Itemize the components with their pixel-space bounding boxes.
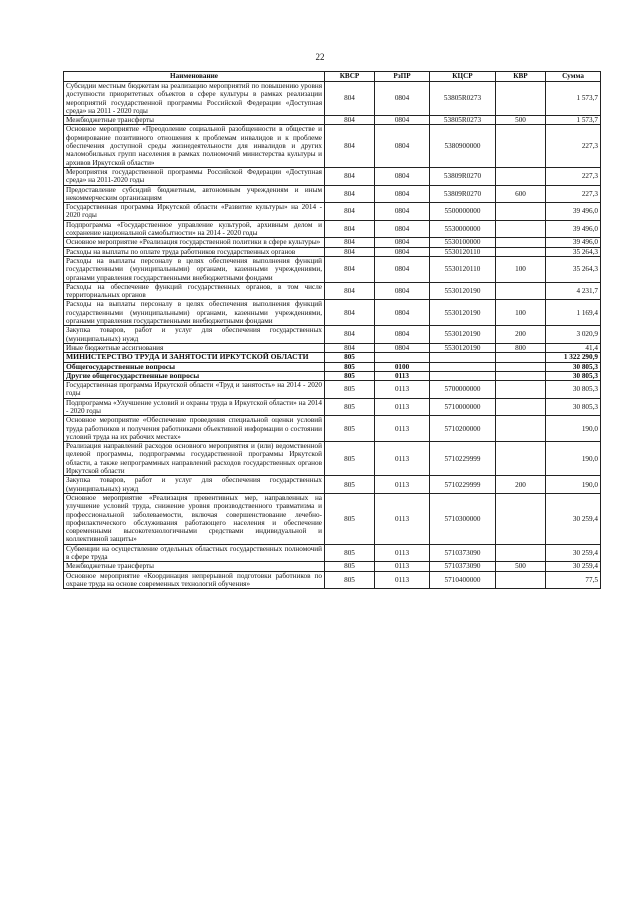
row-kvsr-cell: 804: [325, 116, 375, 125]
row-name-cell: Межбюджетные трансферты: [64, 116, 325, 125]
row-sum-cell: 4 231,7: [546, 282, 601, 300]
row-rzpr-cell: 0804: [375, 238, 430, 247]
row-kvsr-cell: 805: [325, 398, 375, 416]
row-kvsr-cell: 804: [325, 220, 375, 238]
row-name-cell: Основное мероприятие «Реализация государственной политики в сфере культуры»: [64, 238, 325, 247]
row-kcsr-cell: 5710400000: [430, 571, 496, 589]
row-sum-cell: 39 496,0: [546, 238, 601, 247]
row-kvr-cell: 500: [496, 116, 546, 125]
row-sum-cell: 1 169,4: [546, 300, 601, 326]
row-name-cell: МИНИСТЕРСТВО ТРУДА И ЗАНЯТОСТИ ИРКУТСКОЙ ОБЛАСТИ: [64, 353, 325, 362]
row-kvsr-cell: 804: [325, 282, 375, 300]
table-row: [64, 544, 601, 562]
header-rzpr: РзПР: [375, 72, 430, 82]
row-sum-cell: 227,3: [546, 185, 601, 203]
row-kcsr-cell: 5530120190: [430, 282, 496, 300]
table-row: [64, 493, 601, 544]
row-name-cell: Расходы на обеспечение функций государственных органов, в том числе территориальных органов: [64, 282, 325, 300]
table-row: [64, 571, 601, 589]
table-row: [64, 185, 601, 203]
row-kvsr-cell: 804: [325, 343, 375, 352]
row-kvr-cell: 800: [496, 343, 546, 352]
table-row: [64, 476, 601, 494]
table-row: [64, 256, 601, 282]
row-kvsr-cell: 804: [325, 256, 375, 282]
table-row: [64, 238, 601, 247]
row-sum-cell: 39 496,0: [546, 220, 601, 238]
row-sum-cell: 35 264,3: [546, 247, 601, 256]
row-kvr-cell: [496, 544, 546, 562]
row-kcsr-cell: 53805R0273: [430, 116, 496, 125]
row-kvr-cell: [496, 371, 546, 380]
row-kvr-cell: [496, 247, 546, 256]
table-row: [64, 562, 601, 571]
row-name-cell: Подпрограмма «Улучшение условий и охраны труда в Иркутской области» на 2014 - 2020 годы: [64, 398, 325, 416]
row-rzpr-cell: 0804: [375, 185, 430, 203]
row-rzpr-cell: 0804: [375, 282, 430, 300]
row-rzpr-cell: 0113: [375, 371, 430, 380]
table-row: [64, 381, 601, 399]
row-rzpr-cell: [375, 353, 430, 362]
row-kcsr-cell: 5530120110: [430, 256, 496, 282]
row-kcsr-cell: 5710229999: [430, 442, 496, 476]
row-rzpr-cell: 0804: [375, 167, 430, 185]
row-rzpr-cell: 0804: [375, 256, 430, 282]
row-sum-cell: 41,4: [546, 343, 601, 352]
table-row: [64, 416, 601, 442]
row-kvsr-cell: 804: [325, 238, 375, 247]
row-kvr-cell: 200: [496, 326, 546, 344]
table-row: [64, 220, 601, 238]
row-kcsr-cell: 5710373090: [430, 562, 496, 571]
row-sum-cell: 1 573,7: [546, 116, 601, 125]
row-sum-cell: 30 805,3: [546, 371, 601, 380]
row-kvsr-cell: 805: [325, 476, 375, 494]
row-kvsr-cell: 804: [325, 82, 375, 116]
row-sum-cell: 30 805,3: [546, 398, 601, 416]
row-kcsr-cell: 5710229999: [430, 476, 496, 494]
row-kvr-cell: [496, 238, 546, 247]
row-kcsr-cell: [430, 371, 496, 380]
row-rzpr-cell: 0113: [375, 544, 430, 562]
row-rzpr-cell: 0804: [375, 220, 430, 238]
table-header-row: [64, 72, 601, 82]
row-name-cell: Основное мероприятие «Обеспечение проведения специальной оценки условий труда работников и получения работниками объективной информации о состоянии условий труда на их рабочих местах»: [64, 416, 325, 442]
table-row: [64, 353, 601, 362]
table-row: [64, 82, 601, 116]
table-row: [64, 442, 601, 476]
row-kcsr-cell: 5530120190: [430, 326, 496, 344]
row-rzpr-cell: 0804: [375, 300, 430, 326]
table-row: [64, 116, 601, 125]
row-kvr-cell: [496, 493, 546, 544]
row-sum-cell: 1 573,7: [546, 82, 601, 116]
row-kvsr-cell: 805: [325, 571, 375, 589]
row-rzpr-cell: 0113: [375, 493, 430, 544]
row-sum-cell: 190,0: [546, 442, 601, 476]
row-kvsr-cell: 805: [325, 544, 375, 562]
row-name-cell: Реализация направлений расходов основного мероприятия и (или) ведомственной целевой программы, подпрограммы государственной программы Иркутской области, а также непрограммных направлений расходов государственных органов Иркутской области: [64, 442, 325, 476]
row-name-cell: Расходы на выплаты по оплате труда работников государственных органов: [64, 247, 325, 256]
header-kvsr: КВСР: [325, 72, 375, 82]
row-name-cell: Общегосударственные вопросы: [64, 362, 325, 371]
budget-table: [63, 71, 601, 589]
row-kvr-cell: 500: [496, 562, 546, 571]
table-row: [64, 300, 601, 326]
row-rzpr-cell: 0804: [375, 343, 430, 352]
row-name-cell: Субвенции на осуществление отдельных областных государственных полномочий в сфере труда: [64, 544, 325, 562]
row-name-cell: Государственная программа Иркутской области «Труд и занятость» на 2014 - 2020 годы: [64, 381, 325, 399]
row-kvsr-cell: 804: [325, 185, 375, 203]
row-kcsr-cell: 5530120190: [430, 343, 496, 352]
row-kcsr-cell: 5380900000: [430, 125, 496, 167]
header-name: Наименование: [64, 72, 325, 82]
table-row: [64, 326, 601, 344]
row-name-cell: Иные бюджетные ассигнования: [64, 343, 325, 352]
row-kcsr-cell: 5710000000: [430, 398, 496, 416]
row-name-cell: Предоставление субсидий бюджетным, автономным учреждениям и иным некоммерческим организациям: [64, 185, 325, 203]
row-name-cell: Субсидии местным бюджетам на реализацию мероприятий по повышению уровня доступности приоритетных объектов в сфере культуры в рамках реализации мероприятий государственной программы Российской Федерации «Доступная среда» на 2011 - 2020 годы: [64, 82, 325, 116]
row-kvsr-cell: 804: [325, 300, 375, 326]
row-rzpr-cell: 0804: [375, 116, 430, 125]
row-kcsr-cell: [430, 353, 496, 362]
table-row: [64, 203, 601, 221]
table-row: [64, 167, 601, 185]
row-kcsr-cell: 5530120110: [430, 247, 496, 256]
row-kvsr-cell: 804: [325, 125, 375, 167]
row-kvsr-cell: 805: [325, 442, 375, 476]
row-sum-cell: 227,3: [546, 167, 601, 185]
row-rzpr-cell: 0100: [375, 362, 430, 371]
row-name-cell: Закупка товаров, работ и услуг для обеспечения государственных (муниципальных) нужд: [64, 476, 325, 494]
table-body: [64, 82, 601, 589]
row-sum-cell: 227,3: [546, 125, 601, 167]
row-kcsr-cell: 53805R0273: [430, 82, 496, 116]
row-kvr-cell: [496, 381, 546, 399]
row-kvr-cell: [496, 82, 546, 116]
row-kvsr-cell: 805: [325, 362, 375, 371]
row-rzpr-cell: 0804: [375, 203, 430, 221]
row-kvsr-cell: 804: [325, 167, 375, 185]
header-sum: Сумма: [546, 72, 601, 82]
row-sum-cell: 1 322 290,9: [546, 353, 601, 362]
row-sum-cell: 30 259,4: [546, 493, 601, 544]
row-kvr-cell: 100: [496, 256, 546, 282]
table-row: [64, 371, 601, 380]
row-rzpr-cell: 0113: [375, 562, 430, 571]
row-kvsr-cell: 805: [325, 493, 375, 544]
row-kvsr-cell: 805: [325, 381, 375, 399]
row-kvr-cell: [496, 220, 546, 238]
row-sum-cell: 30 259,4: [546, 544, 601, 562]
row-kvr-cell: [496, 203, 546, 221]
row-kcsr-cell: 5710200000: [430, 416, 496, 442]
row-sum-cell: 30 259,4: [546, 562, 601, 571]
row-name-cell: Основное мероприятие «Реализация превентивных мер, направленных на улучшение условий труда, снижение уровня производственного травматизма и профессиональной заболеваемости, включая совершенствование лечебно-профилактического обслуживания работающего населения и обеспечение современными высокотехнологичными средствами индивидуальной и коллективной защиты»: [64, 493, 325, 544]
row-kvr-cell: [496, 362, 546, 371]
row-kcsr-cell: 5530120190: [430, 300, 496, 326]
row-name-cell: Мероприятия государственной программы Российской Федерации «Доступная среда» на 2011-2020 годы: [64, 167, 325, 185]
table-row: [64, 282, 601, 300]
row-kvr-cell: 100: [496, 300, 546, 326]
row-kvr-cell: 200: [496, 476, 546, 494]
row-kcsr-cell: 53809R0270: [430, 167, 496, 185]
row-sum-cell: 35 264,3: [546, 256, 601, 282]
row-kcsr-cell: 5710300000: [430, 493, 496, 544]
row-kcsr-cell: 5700000000: [430, 381, 496, 399]
row-kvsr-cell: 804: [325, 203, 375, 221]
row-rzpr-cell: 0113: [375, 476, 430, 494]
row-sum-cell: 190,0: [546, 476, 601, 494]
row-kcsr-cell: 5530000000: [430, 220, 496, 238]
row-name-cell: Подпрограмма «Государственное управление культурой, архивным делом и сохранение национальной самобытности» на 2014 - 2020 годы: [64, 220, 325, 238]
row-kvsr-cell: 804: [325, 247, 375, 256]
row-name-cell: Межбюджетные трансферты: [64, 562, 325, 571]
row-sum-cell: 77,5: [546, 571, 601, 589]
row-name-cell: Расходы на выплаты персоналу в целях обеспечения выполнения функций государственными (муниципальными) органами, казенными учреждениями, органами управления государственными внебюджетными фондами: [64, 256, 325, 282]
row-kvr-cell: [496, 282, 546, 300]
row-sum-cell: 3 020,9: [546, 326, 601, 344]
row-name-cell: Основное мероприятие «Преодоление социальной разобщенности в обществе и формирование позитивного отношения к проблемам инвалидов и к проблеме обеспечения доступной среды жизнедеятельности для инвалидов и других маломобильных групп населения в рамках полномочий министерства культуры и архивов Иркутской области»: [64, 125, 325, 167]
row-sum-cell: 30 805,3: [546, 381, 601, 399]
row-kvr-cell: [496, 442, 546, 476]
row-rzpr-cell: 0113: [375, 398, 430, 416]
row-name-cell: Основное мероприятие «Координация непрерывной подготовки работников по охране труда на основе современных технологий обучения»: [64, 571, 325, 589]
row-name-cell: Закупка товаров, работ и услуг для обеспечения государственных (муниципальных) нужд: [64, 326, 325, 344]
row-kvr-cell: [496, 167, 546, 185]
row-kcsr-cell: [430, 362, 496, 371]
header-kvr: КВР: [496, 72, 546, 82]
row-kvr-cell: [496, 125, 546, 167]
row-kcsr-cell: 5710373090: [430, 544, 496, 562]
row-kvr-cell: 600: [496, 185, 546, 203]
row-kvr-cell: [496, 398, 546, 416]
row-kvsr-cell: 805: [325, 562, 375, 571]
row-kvr-cell: [496, 571, 546, 589]
page-number: 22: [315, 52, 325, 62]
table-row: [64, 247, 601, 256]
header-kcsr: КЦСР: [430, 72, 496, 82]
row-rzpr-cell: 0804: [375, 247, 430, 256]
row-name-cell: Государственная программа Иркутской области «Развитие культуры» на 2014 - 2020 годы: [64, 203, 325, 221]
row-kvr-cell: [496, 416, 546, 442]
table-row: [64, 398, 601, 416]
row-rzpr-cell: 0113: [375, 571, 430, 589]
row-rzpr-cell: 0113: [375, 416, 430, 442]
row-rzpr-cell: 0804: [375, 326, 430, 344]
row-kvsr-cell: 804: [325, 326, 375, 344]
row-kvr-cell: [496, 353, 546, 362]
row-rzpr-cell: 0804: [375, 125, 430, 167]
row-rzpr-cell: 0113: [375, 381, 430, 399]
table-row: [64, 362, 601, 371]
row-name-cell: Другие общегосударственные вопросы: [64, 371, 325, 380]
row-rzpr-cell: 0804: [375, 82, 430, 116]
row-rzpr-cell: 0113: [375, 442, 430, 476]
row-sum-cell: 30 805,3: [546, 362, 601, 371]
row-sum-cell: 39 496,0: [546, 203, 601, 221]
row-kvsr-cell: 805: [325, 416, 375, 442]
table-row: [64, 125, 601, 167]
row-kcsr-cell: 53809R0270: [430, 185, 496, 203]
row-kcsr-cell: 5530100000: [430, 238, 496, 247]
row-sum-cell: 190,0: [546, 416, 601, 442]
row-kcsr-cell: 5500000000: [430, 203, 496, 221]
row-kvsr-cell: 805: [325, 371, 375, 380]
row-kvsr-cell: 805: [325, 353, 375, 362]
row-name-cell: Расходы на выплаты персоналу в целях обеспечения выполнения функций государственными (муниципальными) органами, казенными учреждениями, органами управления государственными внебюджетными фондами: [64, 300, 325, 326]
